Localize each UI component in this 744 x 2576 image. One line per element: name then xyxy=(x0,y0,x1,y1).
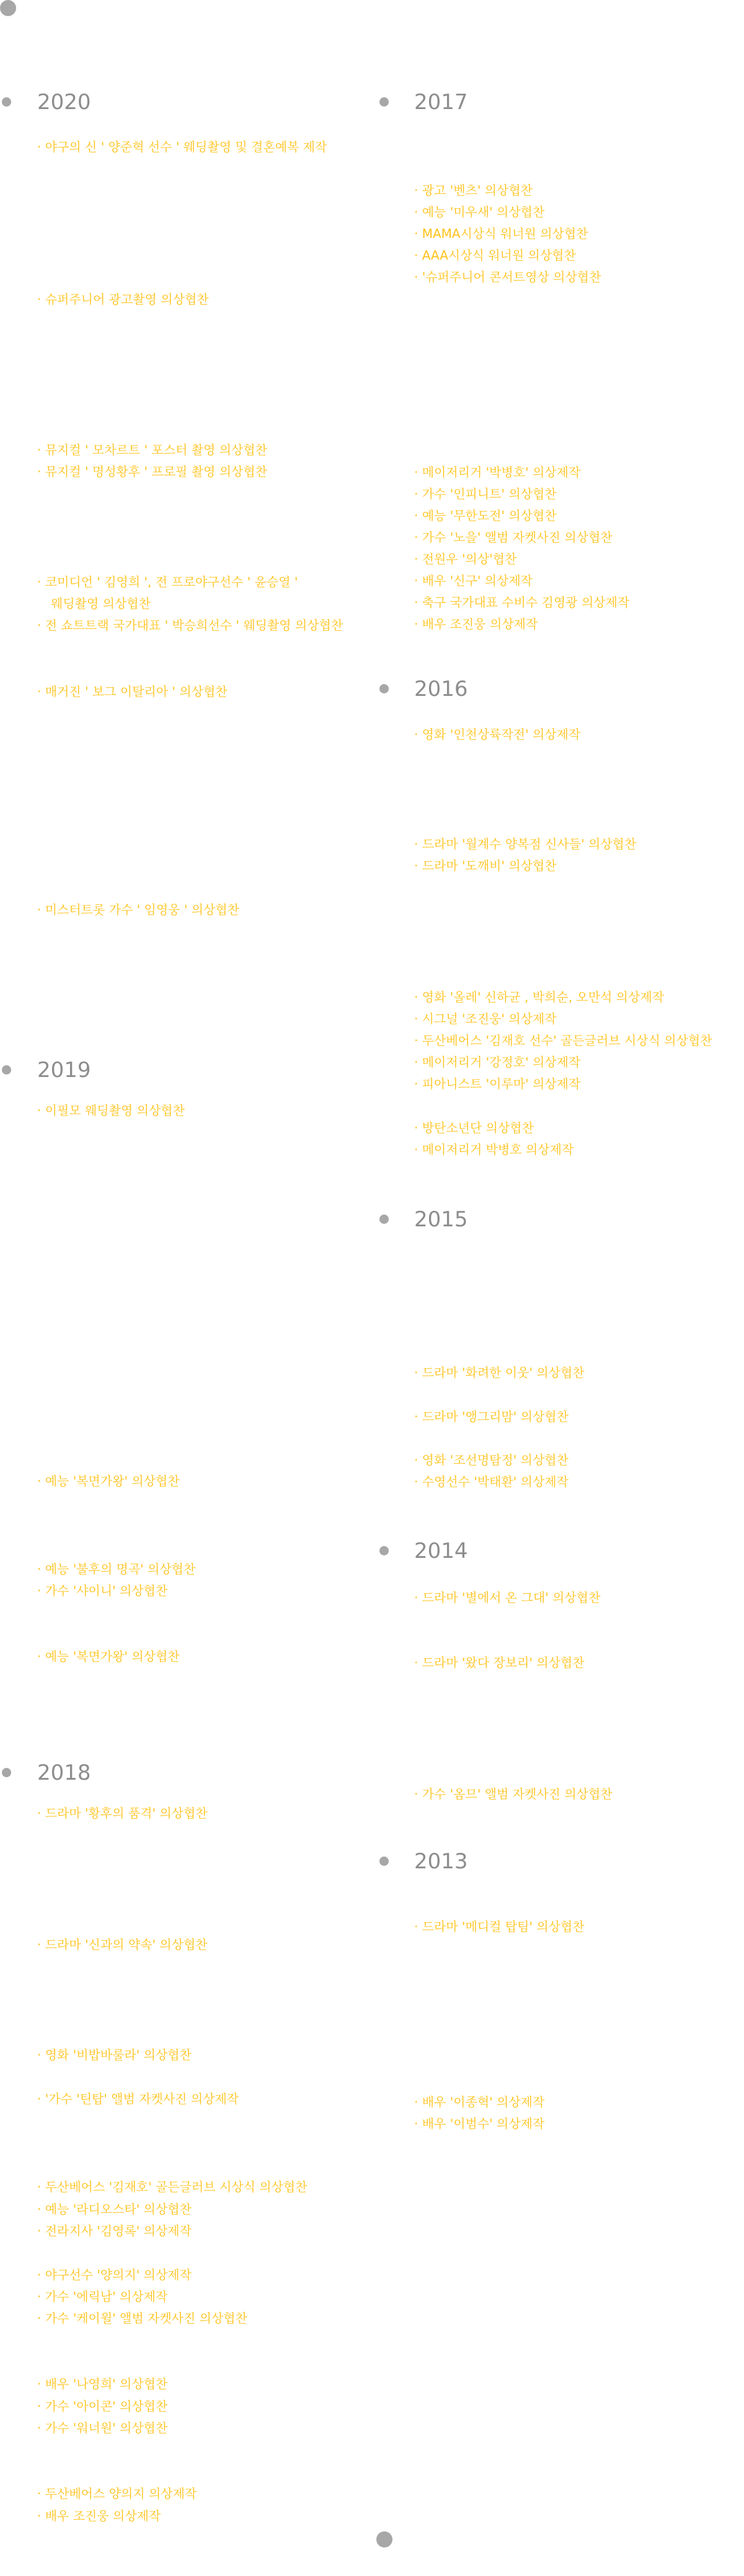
event-item: · 가수 '에릭남' 의상제작 xyxy=(37,2289,168,2304)
year-heading-2017: 2017 xyxy=(414,90,468,115)
event-item: · 드라마 '신과의 약속' 의상협찬 xyxy=(37,1937,208,1952)
event-item: · 배우 조진웅 의상제작 xyxy=(414,617,538,631)
year-dot-2015 xyxy=(379,1215,389,1224)
event-item: · 영화 '인천상륙작전' 의상제작 xyxy=(414,727,581,742)
year-dot-2016 xyxy=(379,684,389,693)
event-item: · 코미디언 ' 김영희 ', 전 프로야구선수 ' 윤승열 ' xyxy=(37,574,298,589)
event-item: · 배우 '이종혁' 의상제작 xyxy=(414,2095,545,2109)
event-item: · 가수 '아이콘' 의상협찬 xyxy=(37,2399,168,2414)
event-item: · 드라마 '앵그리맘' 의상협찬 xyxy=(414,1409,569,1424)
event-item: · 뮤지컬 ' 모차르트 ' 포스터 촬영 의상협찬 xyxy=(37,442,267,457)
year-dot-2014 xyxy=(379,1546,389,1555)
event-item: · 이필모 웨딩촬영 의상협찬 xyxy=(37,1103,185,1118)
event-item: · 두산베어스 양의지 의상제작 xyxy=(37,2486,197,2501)
event-item: · 두산베어스 '김재호 선수' 골든글러브 시상식 의상협찬 xyxy=(414,1033,712,1048)
year-heading-2014: 2014 xyxy=(414,1539,468,1563)
event-item: · 두산베어스 '김재호' 골든글러브 시상식 의상협찬 xyxy=(37,2179,308,2194)
event-item: · 드라마 '도깨비' 의상협찬 xyxy=(414,858,557,873)
event-item: · 예능 '미우새' 의상협찬 xyxy=(414,204,545,219)
event-item: · 수영선수 '박태환' 의상제작 xyxy=(414,1474,569,1489)
event-item: · 드라마 '메디컬 탑팀' 의상협찬 xyxy=(414,1919,585,1934)
event-item: · 드라마 '왔다 장보리' 의상협찬 xyxy=(414,1655,585,1670)
event-item: · 예능 '복면가왕' 의상협찬 xyxy=(37,1649,180,1664)
event-item: · 예능 '불후의 명곡' 의상협찬 xyxy=(37,1562,196,1576)
event-item: · 영화 '올레' 신하균 , 박희순, 오만석 의상제작 xyxy=(414,990,665,1004)
event-item: · 슈퍼주니어 광고촬영 의상협찬 xyxy=(37,292,209,307)
event-item: · 배우 '신구' 의상제작 xyxy=(414,573,533,588)
event-item: · 예능 '라디오스타' 의상협찬 xyxy=(37,2202,192,2217)
event-item: · 배우 '이범수' 의상제작 xyxy=(414,2116,545,2131)
event-item: · 전원우 '의상'협찬 xyxy=(414,552,517,566)
timeline-start-dot xyxy=(0,0,16,16)
year-heading-2018: 2018 xyxy=(37,1761,91,1785)
year-heading-2020: 2020 xyxy=(37,90,91,115)
event-item: · 광고 '벤츠' 의상협찬 xyxy=(414,183,533,198)
event-item: · 메이저리거 박병호 의상제작 xyxy=(414,1142,574,1157)
event-item: · 드라마 '별에서 온 그대' 의상협찬 xyxy=(414,1590,601,1605)
event-item: · 전라지사 '김영록' 의상제작 xyxy=(37,2223,192,2238)
event-item: · 축구 국가대표 수비수 김영광 의상제작 xyxy=(414,595,630,610)
event-item: · 가수 '워너원' 의상협찬 xyxy=(37,2420,168,2435)
year-heading-2019: 2019 xyxy=(37,1058,91,1083)
event-item: · 방탄소년단 의상협찬 xyxy=(414,1120,534,1135)
event-item: · 뮤지컬 ' 명성황후 ' 프로필 촬영 의상협찬 xyxy=(37,464,267,479)
event-item: · 전 쇼트트랙 국가대표 ' 박승희선수 ' 웨딩촬영 의상협찬 xyxy=(37,618,343,633)
event-item: · AAA시상식 워너원 의상협찬 xyxy=(414,248,576,263)
event-item: · 메이저리거 '박병호' 의상제작 xyxy=(414,465,581,480)
event-item: · 배우 '나영희' 의상협찬 xyxy=(37,2376,168,2391)
event-item: · 야구의 신 ' 양준혁 선수 ' 웨딩촬영 및 결혼예복 제작 xyxy=(37,139,327,154)
event-item: · MAMA시상식 워너원 의상협찬 xyxy=(414,226,588,241)
event-item: · 예능 '무한도전' 의상협찬 xyxy=(414,508,557,523)
year-heading-2016: 2016 xyxy=(414,677,468,701)
event-item: · 가수 '옴므' 앨범 자켓사진 의상협찬 xyxy=(414,1787,613,1801)
event-item: · 드라마 '월계수 양복점 신사들' 의상협찬 xyxy=(414,837,637,851)
event-item: · 가수 '샤이니' 의상협찬 xyxy=(37,1583,168,1598)
year-dot-2019 xyxy=(2,1065,11,1075)
year-heading-2015: 2015 xyxy=(414,1207,468,1232)
event-item: · 영화 '조선명탐정' 의상협찬 xyxy=(414,1453,569,1467)
event-item: · 배우 조진웅 의상제작 xyxy=(37,2508,161,2523)
year-dot-2018 xyxy=(2,1768,11,1777)
event-item: · 피아니스트 '이루마' 의상제작 xyxy=(414,1076,581,1091)
event-item: · '가수 '틴탑' 앨범 자켓사진 의상제작 xyxy=(37,2091,239,2106)
event-item: · 미스터트롯 가수 ' 임영웅 ' 의상협찬 xyxy=(37,902,239,917)
year-dot-2020 xyxy=(2,97,11,107)
event-item: 웨딩촬영 의상협찬 xyxy=(51,596,151,611)
event-item: · 야구선수 '양의지' 의상제작 xyxy=(37,2267,192,2282)
event-item: · '슈퍼주니어 콘서트영상 의상협찬 xyxy=(414,270,601,284)
year-dot-2013 xyxy=(379,1857,389,1866)
event-item: · 시그널 '조진웅' 의상제작 xyxy=(414,1011,557,1026)
event-item: · 가수 '노을' 앨범 자켓사진 의상협찬 xyxy=(414,530,613,545)
event-item: · 드라마 '화려한 이웃' 의상협찬 xyxy=(414,1365,585,1380)
event-item: · 영화 '비밥바룰라' 의상협찬 xyxy=(37,2047,192,2062)
event-item: · 가수 '인피니트' 의상협찬 xyxy=(414,486,557,501)
event-item: · 매거진 ' 보그 이탈리아 ' 의상협찬 xyxy=(37,684,228,699)
timeline-end-dot xyxy=(376,2531,392,2547)
event-item: · 예능 '복면가왕' 의상협찬 xyxy=(37,1474,180,1488)
event-item: · 메이저리거 '강정호' 의상제작 xyxy=(414,1055,581,1070)
event-item: · 가수 '케이윌' 앨범 자켓사진 의상협찬 xyxy=(37,2311,247,2326)
year-heading-2013: 2013 xyxy=(414,1849,468,1874)
year-dot-2017 xyxy=(379,97,389,107)
event-item: · 드라마 '황후의 품격' 의상협찬 xyxy=(37,1806,208,1821)
